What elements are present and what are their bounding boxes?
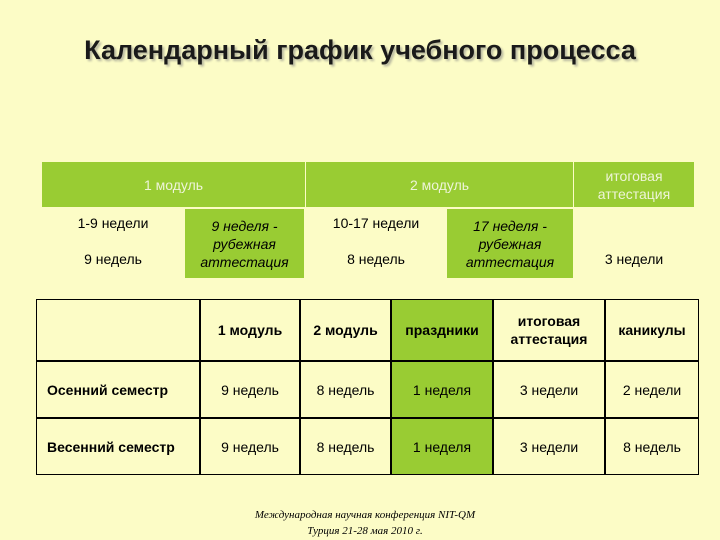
table2-corner (36, 299, 200, 361)
module2-count: 8 недель (347, 251, 405, 267)
module1-midterm: 9 неделя - рубежная аттестация (185, 209, 304, 278)
header-module-1: 1 модуль (42, 162, 305, 207)
page-title: Календарный график учебного процесса (84, 35, 636, 65)
table-cell: 3 недели (493, 361, 605, 418)
module1-range: 1-9 недели (77, 215, 149, 231)
col-header-vacation: каникулы (605, 299, 699, 361)
col-header-module-1: 1 модуль (200, 299, 300, 361)
header-module-2: 2 модуль (306, 162, 573, 207)
table-cell: 8 недель (300, 361, 391, 418)
col-header-module-2: 2 модуль (300, 299, 391, 361)
header-final-attestation: итоговая аттестация (574, 162, 694, 207)
footer-conference: Международная научная конференция NIT-QM (254, 509, 476, 521)
table-cell: 9 недель (200, 418, 300, 475)
col-header-holidays: праздники (391, 299, 493, 361)
module2-midterm: 17 неделя - рубежная аттестация (447, 209, 573, 278)
table-cell: 3 недели (493, 418, 605, 475)
module1-count: 9 недель (42, 240, 184, 278)
table-cell: 2 недели (605, 361, 699, 418)
table-cell: 1 неделя (391, 418, 493, 475)
row-label-autumn: Осенний семестр (36, 361, 200, 418)
table-cell: 9 недель (200, 361, 300, 418)
table-cell: 1 неделя (391, 361, 493, 418)
final-attestation-count: 3 недели (604, 251, 664, 267)
table-cell: 8 недель (605, 418, 699, 475)
table-cell: 8 недель (300, 418, 391, 475)
module2-range: 10-17 недели (332, 215, 420, 231)
col-header-final-attestation: итоговая аттестация (493, 299, 605, 361)
footer-date: Турция 21-28 мая 2010 г. (307, 525, 423, 537)
row-label-spring: Весенний семестр (36, 418, 200, 475)
footer (200, 507, 530, 539)
